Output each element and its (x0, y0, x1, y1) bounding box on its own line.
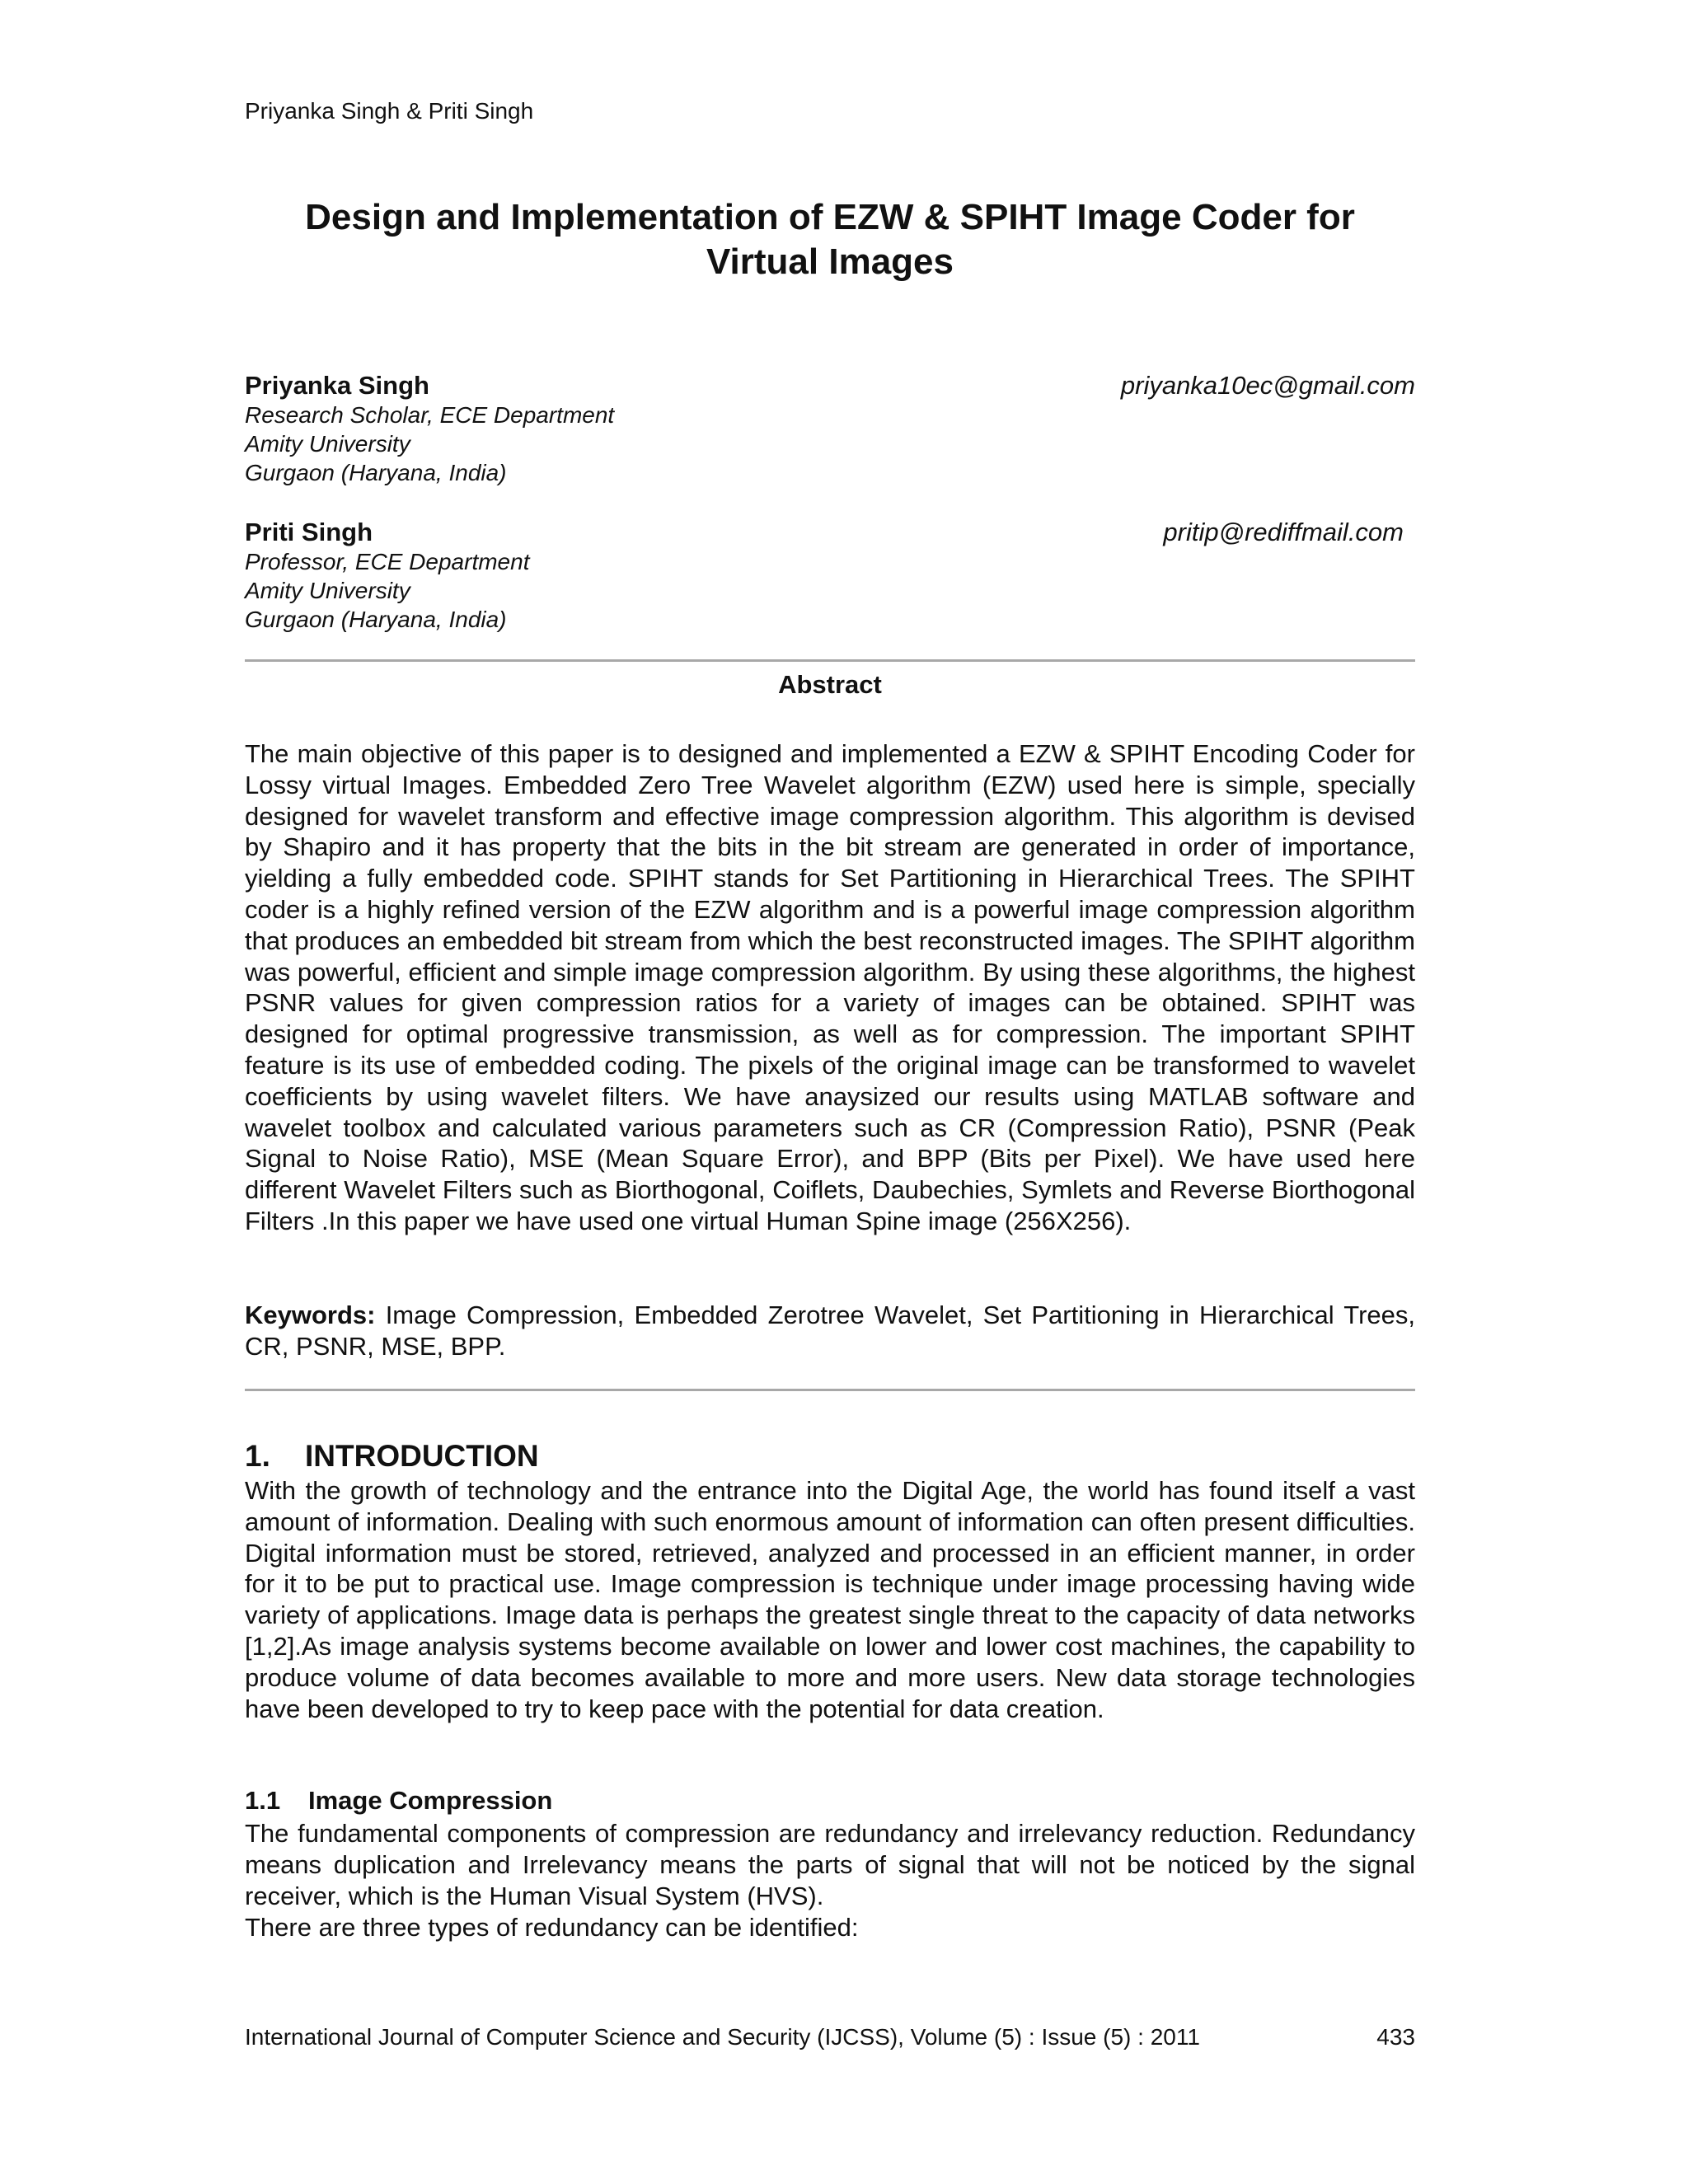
subsection-number: 1.1 (245, 1786, 281, 1815)
image-compression-text-2: There are three types of redundancy can be identified: (245, 1913, 859, 1942)
keywords-text: Image Compression, Embedded Zerotree Wavelet, Set Partitioning in Hierarchical Trees, CR, PSNR, MSE, BPP. (245, 1301, 1415, 1361)
section-title: INTRODUCTION (305, 1439, 539, 1473)
author-location: Gurgaon (Haryana, India) (245, 460, 507, 485)
section-number: 1. (245, 1439, 270, 1473)
paper-page (245, 0, 1415, 2184)
subsection-title: Image Compression (308, 1786, 553, 1815)
image-compression-text: The fundamental components of compression are redundancy and irrelevancy reduction. Redundancy means duplication and Irrelevancy means the parts of signal that will not be noticed by the signal receiver, which is the Human Visual System (HVS). (245, 1819, 1415, 1910)
author-block-2 (245, 518, 1415, 634)
author-position: Professor, ECE Department (245, 549, 530, 574)
abstract-heading: Abstract (778, 670, 882, 699)
introduction-text: With the growth of technology and the entrance into the Digital Age, the world has found itself a vast amount of information. Dealing with such enormous amount of information can often present difficulties. Digital information must be stored, retrieved, analyzed and processed in an efficient manner, in order for it to be put to practical use. Image compression is technique under image processing having wide variety of applications. Image data is perhaps the greatest single threat to the capacity of data networks [1,2].As image analysis systems become available on lower and lower cost machines, the capability to produce volume of data becomes available to more and more users. New data storage technologies have been developed to try to keep pace with the potential for data creation. (245, 1476, 1415, 1723)
author-institution: Amity University (245, 431, 410, 457)
abstract-text: The main objective of this paper is to designed and implemented a EZW & SPIHT Encoding Coder for Lossy virtual Images. Embedded Zero Tree Wavelet algorithm (EZW) used here is simple, specially designed for wavelet transform and effective image compression algorithm. This algorithm is devised by Shapiro and it has property that the bits in the bit stream are generated in order of importance, yielding a fully embedded code. SPIHT stands for Set Partitioning in Hierarchical Trees. The SPIHT coder is a highly refined version of the EZW algorithm and is a powerful image compression algorithm that produces an embedded bit stream from which the best reconstructed images. The SPIHT algorithm was powerful, efficient and simple image compression algorithm. By using these algorithms, the highest PSNR values for given compression ratios for a variety of images can be obtained. SPIHT was designed for optimal progressive transmission, as well as for compression. The important SPIHT feature is its use of embedded coding. The pixels of the original image can be transformed to wavelet coefficients by using wavelet filters. We have anaysized our results using MATLAB software and wavelet toolbox and calculated various parameters such as CR (Compression Ratio), PSNR (Peak Signal to Noise Ratio), MSE (Mean Square Error), and BPP (Bits per Pixel). We have used here different Wavelet Filters such as Biorthogonal, Coiflets, Daubechies, Symlets and Reverse Biorthogonal Filters .In this paper we have used one virtual Human Spine image (256X256). (245, 739, 1415, 1235)
keywords-label: Keywords: (245, 1301, 376, 1329)
author-position: Research Scholar, ECE Department (245, 402, 615, 428)
paper-title: Design and Implementation of EZW & SPIHT Image Coder for Virtual Images (305, 197, 1355, 282)
divider-bottom (245, 1389, 1415, 1391)
author-name: Priti Singh (245, 518, 373, 546)
author-name: Priyanka Singh (245, 371, 429, 400)
author-email: priyanka10ec@gmail.com (1120, 371, 1415, 400)
author-institution: Amity University (245, 578, 410, 603)
running-head: Priyanka Singh & Priti Singh (245, 98, 534, 124)
divider-top (245, 659, 1415, 662)
page-number: 433 (1376, 2024, 1415, 2050)
author-location: Gurgaon (Haryana, India) (245, 607, 507, 632)
keywords (245, 1300, 1415, 1362)
author-block-1 (245, 371, 1415, 487)
journal-citation: International Journal of Computer Science and Security (IJCSS), Volume (5) : Issue (5) : 2011 (245, 2024, 1200, 2050)
section-heading-introduction (245, 1438, 539, 1474)
author-email: pritip@rediffmail.com (1163, 518, 1404, 546)
page-footer (245, 2023, 1415, 2051)
subsection-heading-image-compression (245, 1786, 552, 1816)
